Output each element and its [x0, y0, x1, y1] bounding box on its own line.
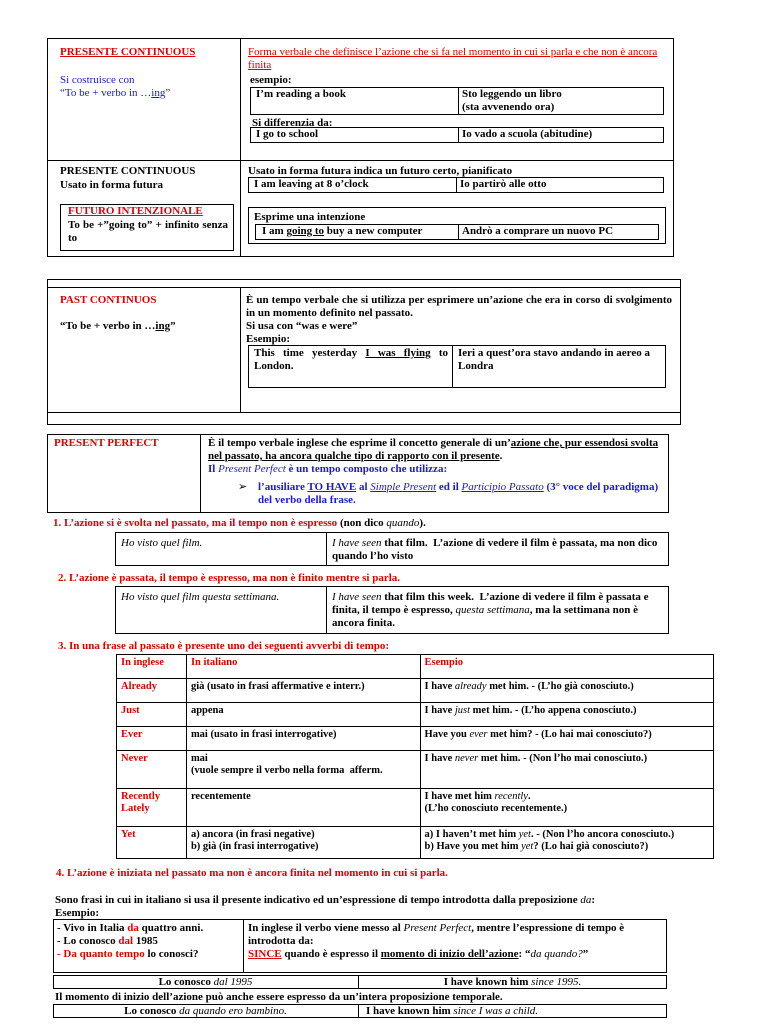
- divider: [240, 287, 241, 412]
- since-example-1-english: I have known him since 1995.: [443, 976, 582, 988]
- present-perfect-composition: Il Present Perfect è un tempo composto che utilizza:: [208, 463, 448, 475]
- construction-formula: “To be + verbo in …ing”: [60, 87, 171, 99]
- bullet-arrow-icon: ➢: [238, 480, 248, 493]
- adverbs-header-example: Esempio: [420, 655, 713, 679]
- present-continuous-title: PRESENTE CONTINUOUS: [60, 46, 196, 58]
- divider: [47, 412, 681, 413]
- divider: [47, 160, 674, 161]
- since-example-2-italian: Lo conosco da quando ero bambino.: [124, 1005, 287, 1017]
- rule-4-line-3: - Da quanto tempo lo conosci?: [57, 948, 199, 960]
- adverb-yet-example: a) I haven’t met him yet. - (Non l’ho ancora conosciuto.) b) Have you met him yet? (Lo hai già conosciuto?): [420, 827, 713, 859]
- example-italian-1: Sto leggendo un libro: [462, 88, 562, 100]
- divider: [47, 287, 681, 288]
- divider: [358, 1004, 359, 1018]
- intention-italian: Andrò a comprare un nuovo PC: [462, 225, 614, 237]
- rule-4-right-text: In inglese il verbo viene messo al Present Perfect, mentre l’espressione di tempo è introdotta da:: [248, 922, 625, 947]
- example-italian-2: (sta avvenendo ora): [462, 101, 555, 113]
- adverb-yet-italian: a) ancora (in frasi negative) b) già (in frasi interrogative): [186, 827, 420, 859]
- difference-english: I go to school: [256, 128, 319, 140]
- difference-italian: Io vado a scuola (abitudine): [462, 128, 593, 140]
- adverb-just-example: I have just met him. - (L’ho appena conosciuto.): [420, 703, 713, 727]
- divider: [326, 586, 327, 634]
- adverbs-header-italian: In italiano: [186, 655, 420, 679]
- adverb-already-italian: già (usato in frasi affermative e interr.): [186, 679, 420, 703]
- rule-4-heading: 4. L’azione è iniziata nel passato ma non è ancora finita nel momento in cui si parla.: [56, 867, 448, 879]
- adverb-recently: Recently Lately: [117, 789, 187, 827]
- rule-4-since: SINCE quando è espresso il momento di inizio dell’azione: “da quando?”: [248, 948, 589, 960]
- example-english: I’m reading a book: [256, 88, 346, 100]
- divider: [458, 224, 459, 240]
- adverb-ever-italian: mai (usato in frasi interrogative): [186, 727, 420, 751]
- definition: Forma verbale che definisce l’azione che si fa nel momento in cui si parla e che non è ancora finita: [248, 46, 658, 71]
- adverb-yet: Yet: [117, 827, 187, 859]
- present-perfect-description: È il tempo verbale inglese che esprime il concetto generale di un’azione che, pur essendosi svolta nel passato, ha ancora qualche tipo di rapporto con il presente.: [208, 437, 659, 462]
- adverb-recently-italian: recentemente: [186, 789, 420, 827]
- future-english: I am leaving at 8 o’clock: [254, 178, 369, 190]
- since-example-1-italian: Lo conosco dal 1995: [158, 976, 253, 988]
- since-example-2-english: I have known him since I was a child.: [366, 1005, 539, 1017]
- intention-english: I am going to buy a new computer: [262, 225, 423, 237]
- past-continuous-description: È un tempo verbale che si utilizza per esprimere un’azione che era in corso di svolgimento in un momento definito nel passato.: [246, 294, 672, 319]
- adverb-already: Already: [117, 679, 187, 703]
- past-continuous-example-label: Esempio:: [246, 333, 290, 345]
- rule-3-heading: 3. In una frase al passato è presente uno dei seguenti avverbi di tempo:: [58, 640, 390, 652]
- adverb-never: Never: [117, 751, 187, 789]
- rule-1-italian: Ho visto quel film.: [121, 537, 203, 549]
- example-label: esempio:: [250, 74, 292, 86]
- divider: [200, 434, 201, 513]
- adverb-never-example: I have never met him. - (Non l’ho mai conosciuto.): [420, 751, 713, 789]
- rule-2-heading: 2. L’azione è passata, il tempo è espresso, ma non è finito mentre si parla.: [58, 572, 401, 584]
- rule-4-intro: Sono frasi in cui in italiano si usa il presente indicativo ed un’espressione di tempo introdotta dalla preposizione da:: [55, 894, 596, 906]
- rule-4-note: Il momento di inizio dell’azione può anche essere espresso da un’intera proposizione temporale.: [55, 991, 503, 1003]
- intention-label: Esprime una intenzione: [254, 211, 366, 223]
- difference-label: Si differenzia da:: [252, 117, 333, 129]
- construction-label: Si costruisce con: [60, 74, 135, 86]
- future-italian: Io partirò alle otto: [460, 178, 547, 190]
- divider: [456, 177, 457, 193]
- past-continuous-formula: “To be + verbo in …ing”: [60, 320, 176, 332]
- adverb-ever: Ever: [117, 727, 187, 751]
- rule-2-english: I have seen that film this week. L’azione di vedere il film è passata e finita, il tempo è espresso, questa settimana, ma la settimana non è ancora finita.: [332, 591, 649, 629]
- rule-4-line-2: - Lo conosco dal 1985: [57, 935, 158, 947]
- intention-description: To be +”going to” + infinito senza to: [68, 219, 228, 244]
- divider: [458, 87, 459, 115]
- divider: [326, 532, 327, 566]
- present-perfect-bullet: l’ausiliare TO HAVE al Simple Present ed il Participio Passato (3° voce del paradigma) del verbo della frase.: [258, 481, 659, 506]
- intention-title: FUTURO INTENZIONALE: [68, 205, 203, 217]
- divider: [452, 345, 453, 388]
- rule-1-heading: 1. L’azione si è svolta nel passato, ma il tempo non è espresso (non dico quando).: [53, 517, 426, 529]
- past-continuous-example-english: This time yesterday I was flying to London.: [254, 347, 448, 372]
- adverb-recently-example: I have met him recently. (L’ho conosciuto recentemente.): [420, 789, 713, 827]
- adverb-never-italian: mai (vuole sempre il verbo nella forma afferm.: [186, 751, 420, 789]
- past-continuous-example-italian: Ieri a quest’ora stavo andando in aereo a Londra: [458, 347, 650, 372]
- divider: [458, 127, 459, 143]
- past-continuous-title: PAST CONTINUOS: [60, 294, 157, 306]
- adverb-just-italian: appena: [186, 703, 420, 727]
- rule-4-example-label: Esempio:: [55, 907, 99, 919]
- future-title: PRESENTE CONTINUOUS: [60, 165, 196, 177]
- adverb-already-example: I have already met him. - (L’ho già conosciuto.): [420, 679, 713, 703]
- adverbs-header-english: In inglese: [117, 655, 187, 679]
- adverb-just: Just: [117, 703, 187, 727]
- future-subtitle: Usato in forma futura: [60, 179, 163, 191]
- adverb-ever-example: Have you ever met him? - (Lo hai mai conosciuto?): [420, 727, 713, 751]
- divider: [240, 38, 241, 257]
- rule-2-italian: Ho visto quel film questa settimana.: [121, 591, 280, 603]
- adverbs-table: [116, 654, 714, 859]
- present-perfect-title: PRESENT PERFECT: [54, 437, 159, 449]
- future-description: Usato in forma futura indica un futuro certo, pianificato: [248, 165, 513, 177]
- rule-4-line-1: - Vivo in Italia da quattro anni.: [57, 922, 204, 934]
- past-continuous-use: Si usa con “was e were”: [246, 320, 358, 332]
- rule-1-english: I have seen that film. L’azione di vedere il film è passata, ma non dico quando l’ho visto: [332, 537, 658, 562]
- divider: [243, 919, 244, 973]
